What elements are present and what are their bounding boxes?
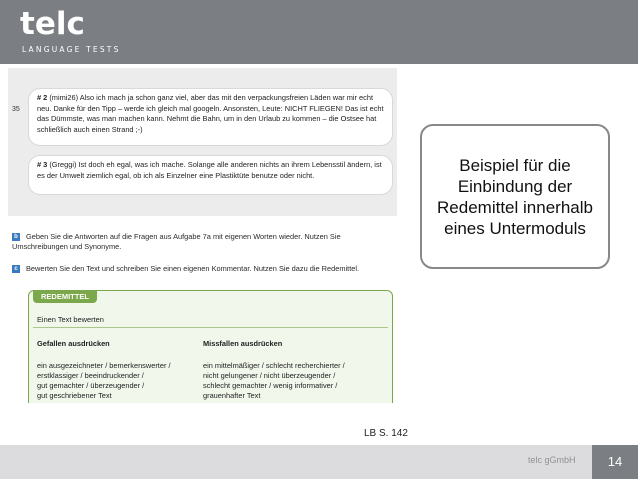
redemittel-column-positive bbox=[37, 339, 171, 401]
page-number: 14 bbox=[592, 445, 638, 479]
post-text: (mimi26) Also ich mach ja schon ganz viel, aber das mit den verpackungsfreien Läden war mir echt neu. Danke für den Tipp – werde ich gleich mal googeln. Ansonsten, Leute: NICHT FLIEGEN! Das ist echt das Dümmste, was man machen kann. Nehmt die Bahn, um in den Urlaub zu kommen – die Ostsee hat schließlich auch einen Strand ;-) bbox=[37, 93, 384, 134]
task-letter-b: b bbox=[12, 233, 20, 241]
header-bar bbox=[0, 0, 638, 64]
redemittel-title: Einen Text bewerten bbox=[37, 315, 104, 324]
phrase-line: ein ausgezeichneter / bemerkenswerter / bbox=[37, 361, 171, 370]
forum-post-2 bbox=[28, 88, 393, 146]
post-tag: # 3 bbox=[37, 160, 48, 169]
post-tag: # 2 bbox=[37, 93, 48, 102]
phrase-line: schlecht gemachter / wenig informativer / bbox=[203, 381, 338, 390]
textbook-excerpt bbox=[8, 68, 397, 403]
telc-logo: telc bbox=[20, 6, 85, 42]
phrase-line: ein mittelmäßiger / schlecht recherchierter / bbox=[203, 361, 345, 370]
phrase-line: gut geschriebener Text bbox=[37, 391, 112, 400]
phrase-line: gut gemachter / überzeugender / bbox=[37, 381, 145, 390]
column-heading: Gefallen ausdrücken bbox=[37, 339, 110, 348]
phrase-line: erstklassiger / beeindruckender / bbox=[37, 371, 144, 380]
callout-text: Beispiel für die Einbindung der Redemittel innerhalb eines Untermoduls bbox=[437, 155, 593, 238]
source-reference: LB S. 142 bbox=[364, 428, 408, 439]
task-b-text: Geben Sie die Antworten auf die Fragen aus Aufgabe 7a mit eigenen Worten wieder. Nutzen Sie Umschreibungen und Synonyme. bbox=[12, 232, 341, 251]
task-b bbox=[12, 232, 392, 251]
logo-subtitle: LANGUAGE TESTS bbox=[22, 45, 121, 54]
phrase-line: nicht gelungener / nicht überzeugender / bbox=[203, 371, 336, 380]
task-c-text: Bewerten Sie den Text und schreiben Sie einen eigenen Kommentar. Nutzen Sie dazu die Redemittel. bbox=[26, 264, 360, 273]
task-letter-c: c bbox=[12, 265, 20, 273]
redemittel-box bbox=[28, 290, 393, 403]
side-number: 35 bbox=[12, 106, 20, 113]
post-text: (Greggi) Ist doch eh egal, was ich mache. Solange alle anderen nichts an ihrem Lebensstil ändern, ist es der Umwelt ziemlich egal, ob ich als Einzelner eine Plastiktüte benutze oder nicht. bbox=[37, 160, 382, 180]
redemittel-tab: REDEMITTEL bbox=[33, 290, 97, 303]
redemittel-column-negative bbox=[203, 339, 345, 401]
task-c bbox=[12, 264, 392, 274]
phrase-line: grauenhafter Text bbox=[203, 391, 261, 400]
footer-copyright: telc gGmbH bbox=[528, 455, 576, 465]
divider bbox=[33, 327, 388, 328]
column-heading: Missfallen ausdrücken bbox=[203, 339, 283, 348]
forum-post-3 bbox=[28, 155, 393, 195]
callout-box bbox=[420, 124, 610, 269]
